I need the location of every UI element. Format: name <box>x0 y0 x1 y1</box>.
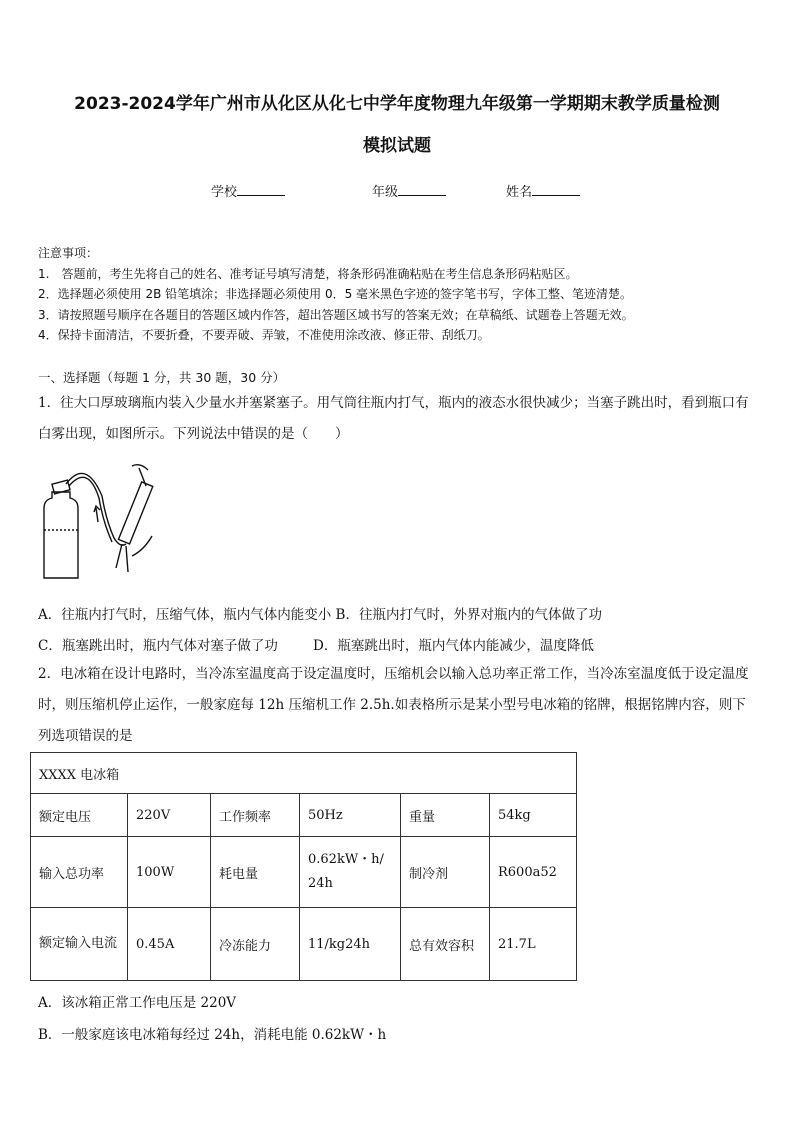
table-cell: 0.62kW・h/24h <box>300 837 401 908</box>
grade-label: 年级 <box>372 185 399 200</box>
table-cell: 220V <box>128 794 211 837</box>
table-cell: 11/kg24h <box>300 908 401 981</box>
table-cell: 21.7L <box>490 908 577 981</box>
note-item: 2．选择题必须使用 2B 铅笔填涂；非选择题必须使用 0．5 毫米黑色字迹的签字笔书写，字体工整、笔迹清楚。 <box>38 287 633 301</box>
table-cell: 重量 <box>401 794 490 837</box>
table-row <box>31 908 577 981</box>
bottle-pump-figure <box>36 460 166 584</box>
exam-title-line1: 2023-2024学年广州市从化区从化七中学年度物理九年级第一学期期末教学质量检测 <box>74 94 720 114</box>
school-blank <box>237 183 285 196</box>
table-caption: XXXX 电冰箱 <box>31 753 577 794</box>
q1-option-d: D．瓶塞跳出时，瓶内气体内能减少，温度降低 <box>313 638 594 654</box>
table-cell: 耗电量 <box>211 837 300 908</box>
table-cell: R600a52 <box>490 837 577 908</box>
table-cell: 54kg <box>490 794 577 837</box>
note-item: 1. 答题前，考生先将自己的姓名、准考证号填写清楚，将条形码准确粘贴在考生信息条形码粘贴区。 <box>38 266 578 281</box>
table-cell: 制冷剂 <box>401 837 490 908</box>
grade-field <box>372 181 446 200</box>
q1-option-c: C．瓶塞跳出时，瓶内气体对塞子做了功 <box>38 638 278 654</box>
q2-option-b: B．一般家庭该电冰箱每经过 24h，消耗电能 0.62kW・h <box>38 1027 387 1043</box>
table-cell: 输入总功率 <box>31 837 128 908</box>
section-heading: 一、选择题（每题 1 分，共 30 题，30 分） <box>38 370 286 385</box>
table-cell: 总有效容积 <box>401 908 490 981</box>
notes-section <box>38 243 768 346</box>
fridge-nameplate-table <box>30 752 577 981</box>
grade-blank <box>398 183 446 196</box>
table-cell: 额定电压 <box>31 794 128 837</box>
table-cell: 100W <box>128 837 211 908</box>
table-cell: 冷冻能力 <box>211 908 300 981</box>
school-label: 学校 <box>211 185 238 200</box>
q1-stem: 1．往大口厚玻璃瓶内装入少量水并塞紧塞子。用气筒往瓶内打气，瓶内的液态水很快减少；当塞子跳出时，看到瓶口有白雾出现，如图所示。下列说法中错误的是（ ） <box>38 395 749 442</box>
table-cell: 额定输入电流 <box>31 908 128 981</box>
note-item: 3．请按照题号顺序在各题目的答题区域内作答，超出答题区域书写的答案无效；在草稿纸、试题卷上答题无效。 <box>38 307 634 322</box>
table-row <box>31 794 577 837</box>
table-row <box>31 837 577 908</box>
name-blank <box>532 183 580 196</box>
exam-title-line2: 模拟试题 <box>363 136 431 156</box>
table-cell: 工作频率 <box>211 794 300 837</box>
name-label: 姓名 <box>506 185 533 200</box>
q2-stem: 2．电冰箱在设计电路时，当冷冻室温度高于设定温度时，压缩机会以输入总功率正常工作，当冷冻室温度低于设定温度时，则压缩机停止运作，一般家庭每 12h 压缩机工作 2.5h.如表格所示是某小型号电冰箱的铭牌，根据铭牌内容，则下列选项错误的是 <box>38 666 749 744</box>
name-field <box>506 181 580 200</box>
note-item: 4．保持卡面清洁，不要折叠，不要弄破、弄皱，不准使用涂改液、修正带、刮纸刀。 <box>38 328 490 342</box>
table-cell: 0.45A <box>128 908 211 981</box>
q2-option-a: A．该冰箱正常工作电压是 220V <box>38 995 237 1011</box>
table-cell: 50Hz <box>300 794 401 837</box>
school-field <box>211 181 285 200</box>
notes-heading: 注意事项： <box>38 246 99 260</box>
q1-options-ab: A．往瓶内打气时，压缩气体，瓶内气体内能变小 B．往瓶内打气时，外界对瓶内的气体做了功 <box>38 607 602 623</box>
